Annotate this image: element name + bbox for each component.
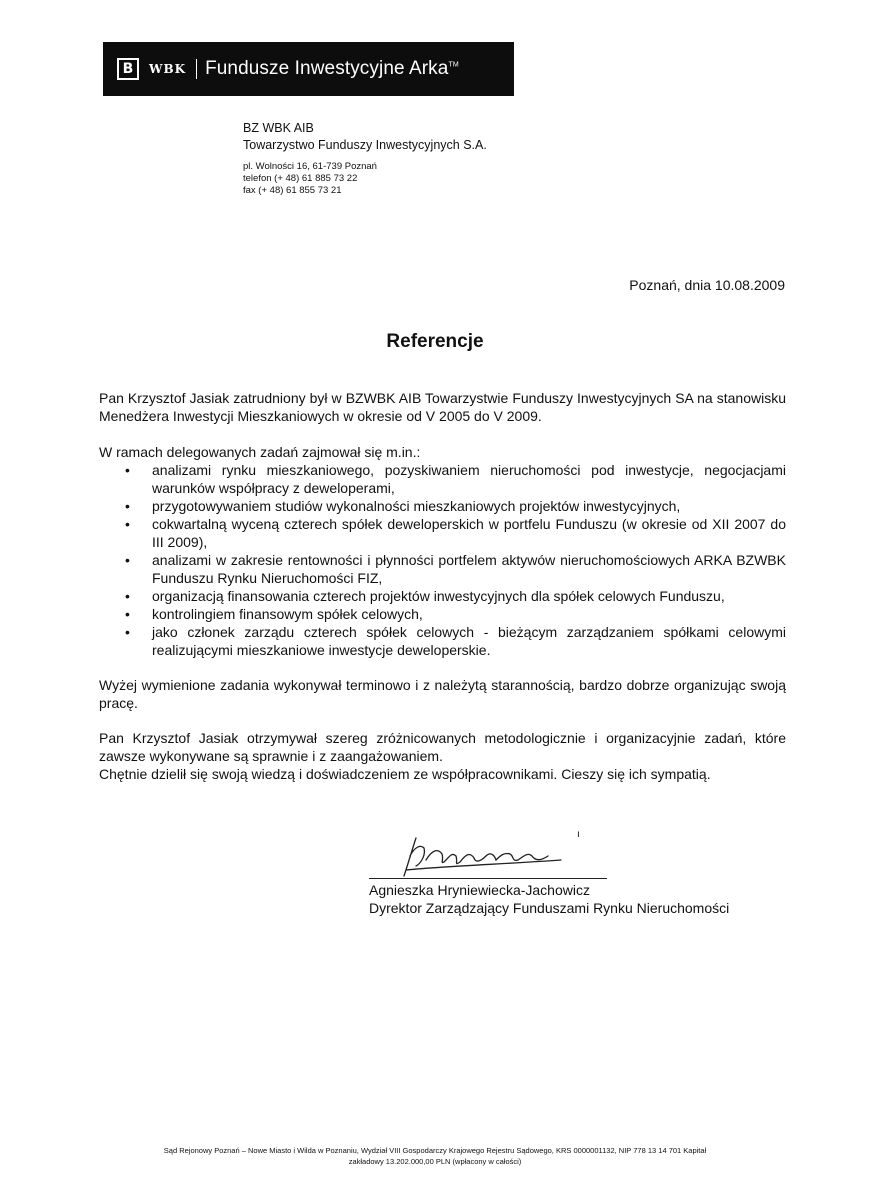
assessment-paragraph: Wyżej wymienione zadania wykonywał terminowo i z należytą starannością, bardzo dobrze organizując swoją pracę.	[99, 677, 786, 711]
duties-list	[99, 461, 786, 659]
logo-divider	[196, 59, 197, 79]
company-block	[243, 120, 487, 197]
letter-body	[99, 389, 786, 783]
margin-mark: ı	[577, 829, 580, 840]
list-item: • analizami w zakresie rentowności i płynności portfelem aktywów nieruchomościowych ARKA BZWBK Funduszu Rynku Nieruchomości FIZ,	[152, 551, 786, 587]
legal-footer	[100, 1145, 770, 1167]
date-line: Poznań, dnia 10.08.2009	[629, 277, 785, 293]
signer-block	[369, 881, 729, 917]
company-address: pl. Wolności 16, 61-739 Poznań	[243, 161, 377, 172]
signer-name: Agnieszka Hryniewiecka-Jachowicz	[369, 882, 590, 898]
trademark-mark: TM	[448, 61, 459, 69]
signature-line	[369, 878, 607, 879]
list-item: • jako członek zarządu czterech spółek celowych - bieżącym zarządzaniem spółkami celowymi realizującymi mieszkaniowe inwestycje deweloperskie.	[152, 623, 786, 659]
list-item: • organizacją finansowania czterech projektów inwestycyjnych dla spółek celowych Funduszu,	[152, 587, 786, 605]
company-full-name: Towarzystwo Funduszy Inwestycyjnych S.A.	[243, 138, 487, 152]
list-item: • kontrolingiem finansowym spółek celowych,	[152, 605, 786, 623]
bzwbk-logo-icon	[117, 58, 139, 80]
intro-paragraph: Pan Krzysztof Jasiak zatrudniony był w BZWBK AIB Towarzystwie Funduszy Inwestycyjnych SA na stanowisku Menedżera Inwestycji Mieszkaniowych w okresie od V 2005 do V 2009.	[99, 390, 786, 424]
logo-wordmark: WBK	[149, 62, 187, 76]
letterhead-banner	[103, 42, 514, 96]
signer-position: Dyrektor Zarządzający Funduszami Rynku Nieruchomości	[369, 900, 730, 916]
footer-line-2: zakładowy 13.202.000,00 PLN (wpłacony w całości)	[348, 1157, 522, 1166]
handwritten-signature	[386, 826, 586, 882]
sharing-paragraph: Chętnie dzielił się swoją wiedzą i doświadczeniem ze współpracownikami. Cieszy się ich sympatią.	[99, 766, 711, 782]
duties-intro: W ramach delegowanych zadań zajmował się m.in.:	[99, 444, 421, 460]
brand-name	[205, 58, 459, 80]
company-phone: telefon (+ 48) 61 885 73 22	[243, 173, 358, 184]
list-item: • cokwartalną wyceną czterech spółek deweloperskich w portfelu Funduszu (w okresie od XII 2007 do III 2009),	[152, 515, 786, 551]
logo-letter: B	[122, 61, 134, 77]
list-item: • przygotowywaniem studiów wykonalności mieszkaniowych projektów inwestycyjnych,	[152, 497, 786, 515]
list-item: • analizami rynku mieszkaniowego, pozyskiwaniem nieruchomości pod inwestycje, negocjacjami warunków współpracy z deweloperami,	[152, 461, 786, 497]
footer-line-1: Sąd Rejonowy Poznań – Nowe Miasto i Wilda w Poznaniu, Wydział VIII Gospodarczy Krajowego Rejestru Sądowego, KRS 0000001132, NIP 778 13 14 701 Kapitał	[163, 1146, 707, 1155]
document-title: Referencje	[386, 331, 484, 352]
tasks-paragraph: Pan Krzysztof Jasiak otrzymywał szereg zróżnicowanych metodologicznie i organizacyjnie zadań, które zawsze wykonywane są sprawnie i z zaangażowaniem.	[99, 730, 786, 764]
company-name: BZ WBK AIB	[243, 121, 314, 135]
company-fax: fax (+ 48) 61 855 73 21	[243, 185, 342, 196]
brand-name-text: Fundusze Inwestycyjne Arka	[205, 58, 449, 79]
